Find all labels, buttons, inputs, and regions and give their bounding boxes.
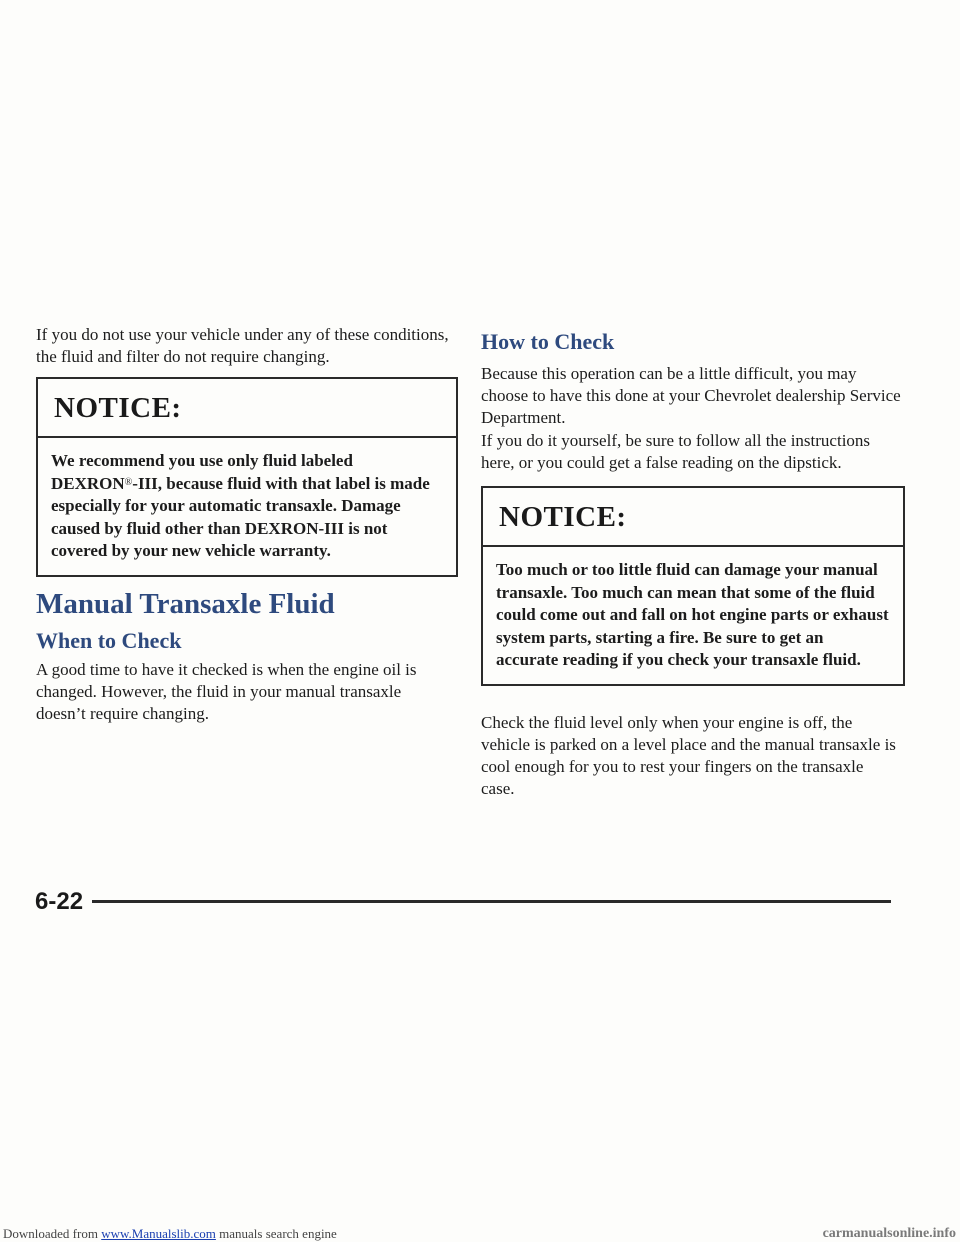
how-to-check-para-3: Check the fluid level only when your engine is off, the vehicle is parked on a level place and the manual transaxle is cool enough for you to rest your fingers on the transaxle case. [481, 713, 896, 798]
download-source [3, 1225, 337, 1242]
section-title: Manual Transaxle Fluid [36, 588, 335, 620]
how-to-check-para-2: If you do it yourself, be sure to follow all the instructions here, or you could get a false reading on the dipstick. [481, 431, 871, 472]
notice-heading: NOTICE: [38, 379, 456, 438]
watermark-text: carmanualsonline.info [822, 1226, 956, 1241]
notice-body-end: -III, because fluid with that label is made especially for your automatic transaxle. Damage caused by fluid other than DEXRON-III is not covered by your new vehicle warranty. [51, 473, 430, 560]
when-to-check-text: A good time to have it checked is when the engine oil is changed. However, the fluid in your manual transaxle doesn’t require changing. [36, 660, 417, 723]
registered-mark: ® [124, 476, 133, 488]
when-to-check-title: When to Check [36, 628, 182, 653]
page-number: 6-22 [35, 888, 84, 915]
notice-body-start: We recommend you use only fluid labeled DEXRON [51, 451, 353, 493]
how-to-check-para-1: Because this operation can be a little difficult, you may choose to have this done at your Chevrolet dealership Service Department. [481, 364, 901, 427]
notice-body [38, 438, 456, 575]
download-prefix: Downloaded from [3, 1226, 102, 1241]
how-to-check-title: How to Check [481, 329, 615, 354]
notice-body: Too much or too little fluid can damage your manual transaxle. Too much can mean that some of the fluid could come out and fall on hot engine parts or exhaust system parts, starting a fire. Be sure to get an accurate reading if you check your transaxle fluid. [496, 560, 889, 669]
download-bar [0, 1225, 960, 1242]
notice-heading: NOTICE: [483, 488, 903, 547]
manualslib-link[interactable]: www.Manualslib.com [101, 1226, 216, 1241]
notice-box-manual-fluid [481, 486, 905, 686]
download-suffix: manuals search engine [215, 1226, 337, 1241]
notice-box-automatic-fluid [36, 377, 458, 577]
intro-paragraph: If you do not use your vehicle under any of these conditions, the fluid and filter do not require changing. [36, 325, 449, 366]
footer-rule [92, 900, 891, 903]
